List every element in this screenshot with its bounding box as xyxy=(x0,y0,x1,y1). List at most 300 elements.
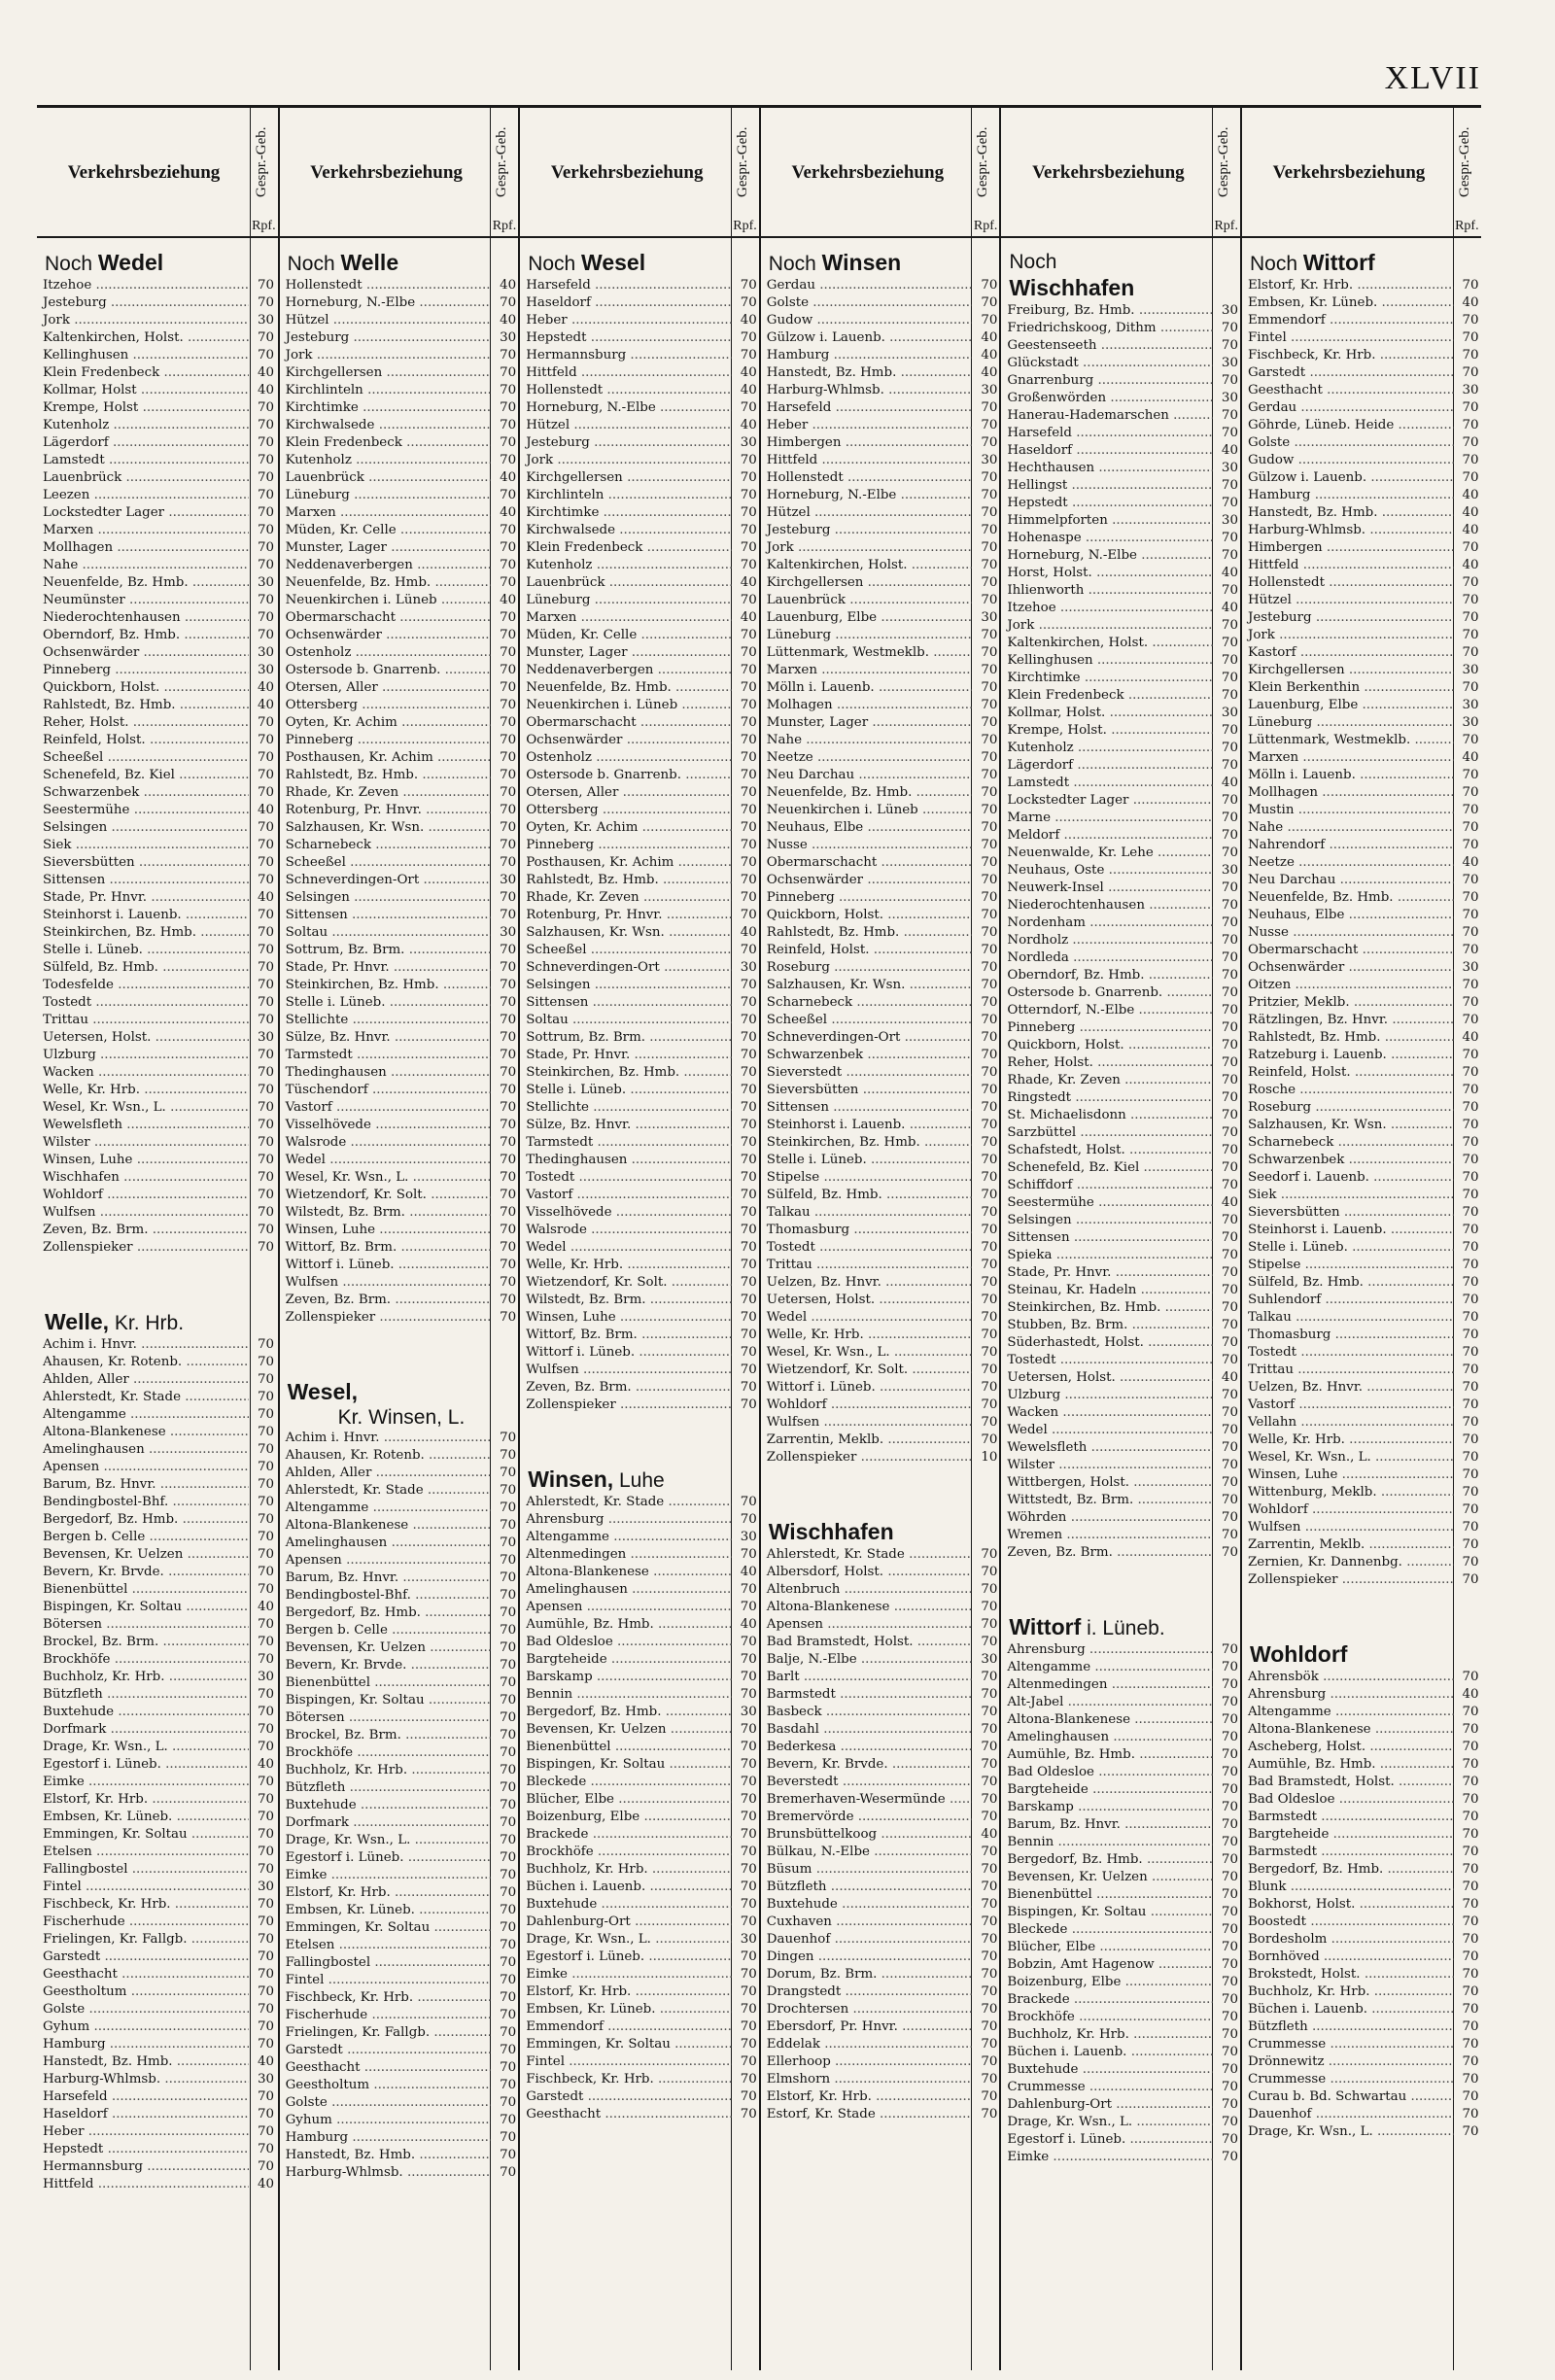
table-row xyxy=(1001,1089,1240,1107)
place-name: Bergedorf, Bz. Hmb. ..... xyxy=(1001,1851,1213,1869)
fee-value: 70 xyxy=(981,435,998,450)
section-title-line2: Kr. Winsen, L. xyxy=(337,1406,466,1429)
fee-value: 70 xyxy=(1221,548,1238,563)
table-row xyxy=(1001,1054,1240,1072)
place-name: Pinneberg ..... xyxy=(761,889,973,907)
fee-value: 70 xyxy=(981,628,998,642)
place-name: Barskamp ..... xyxy=(1001,1799,1213,1816)
place-name: Geesthacht ..... xyxy=(37,1966,249,1983)
table-row xyxy=(37,1931,278,1949)
place-name: Jesteburg ..... xyxy=(37,294,249,312)
table-row xyxy=(280,1257,519,1274)
place-name: Kellinghusen ..... xyxy=(1001,652,1213,670)
place-name: Hamburg ..... xyxy=(37,2036,249,2053)
fee-value: 70 xyxy=(1221,1423,1238,1437)
fee-value: 70 xyxy=(257,488,274,502)
section-title-name: Wischhafen xyxy=(1009,275,1135,300)
table-row xyxy=(761,924,1000,942)
fee-value: 70 xyxy=(981,2019,998,2034)
table-row xyxy=(1242,347,1481,364)
fee-value: 40 xyxy=(740,1617,757,1632)
table-row xyxy=(520,679,759,697)
table-row xyxy=(1001,425,1240,442)
place-name: Klein Berkenthin ..... xyxy=(1242,679,1454,697)
table-row xyxy=(1001,407,1240,425)
place-name: Soltau ..... xyxy=(280,924,492,942)
fee-value: 70 xyxy=(257,1118,274,1132)
table-row xyxy=(761,329,1000,347)
table-row xyxy=(1242,819,1481,837)
table-row xyxy=(37,1099,278,1117)
table-row xyxy=(520,627,759,644)
table-row xyxy=(1001,460,1240,477)
place-name: Schafstedt, Holst. ..... xyxy=(1001,1142,1213,1159)
section xyxy=(1001,250,1240,1562)
place-name: Munster, Lager ..... xyxy=(280,539,492,557)
place-name: Rosche ..... xyxy=(1242,1082,1454,1099)
fee-value: 70 xyxy=(740,1258,757,1272)
table-row xyxy=(520,277,759,294)
fee-value: 70 xyxy=(257,785,274,800)
fee-value: 70 xyxy=(257,628,274,642)
place-name: Horneburg, N.-Elbe ..... xyxy=(1001,547,1213,565)
section xyxy=(520,1420,759,2123)
fee-value: 70 xyxy=(1221,1940,1238,1954)
fee-value: 40 xyxy=(500,505,517,520)
place-name: Munster, Lager ..... xyxy=(761,714,973,732)
place-name: Neuenfelde, Bz. Hmb. ..... xyxy=(761,784,973,802)
place-name: Wittorf i. Lüneb. ..... xyxy=(280,1257,492,1274)
place-name: Ratzeburg i. Lauenb. ..... xyxy=(1242,1047,1454,1064)
place-name: Emmendorf ..... xyxy=(1242,312,1454,329)
place-name: St. Michaelisdonn ..... xyxy=(1001,1107,1213,1124)
fee-value: 70 xyxy=(1462,1555,1479,1569)
fee-value: 70 xyxy=(981,400,998,415)
table-row xyxy=(520,1949,759,1966)
place-name: Wittenburg, Meklb. ..... xyxy=(1242,1484,1454,1501)
fee-value: 70 xyxy=(740,1984,757,1999)
place-name: Bergedorf, Bz. Hmb. ..... xyxy=(520,1704,732,1721)
header-title: Verkehrsbeziehung xyxy=(1032,162,1185,183)
place-name: Uelzen, Bz. Hnvr. ..... xyxy=(1242,1379,1454,1397)
fee-value: 70 xyxy=(1462,628,1479,642)
fee-value: 70 xyxy=(500,1466,517,1480)
fee-value: 70 xyxy=(740,1775,757,1789)
table-row xyxy=(37,889,278,907)
table-row xyxy=(1001,1334,1240,1352)
header-rpf: Rpf. xyxy=(1455,219,1479,233)
place-name: Ringstedt ..... xyxy=(1001,1089,1213,1107)
place-name: Altengamme ..... xyxy=(280,1500,492,1517)
fee-value: 70 xyxy=(981,1013,998,1027)
fee-value: 70 xyxy=(1462,348,1479,362)
fee-value: 70 xyxy=(1462,785,1479,800)
place-name: Salzhausen, Kr. Wsn. ..... xyxy=(520,924,732,942)
table-row xyxy=(280,1239,519,1257)
place-name: Egestorf i. Lüneb. ..... xyxy=(280,1849,492,1867)
table-row xyxy=(280,522,519,539)
place-name: Apensen ..... xyxy=(520,1599,732,1616)
fee-value: 70 xyxy=(1462,1827,1479,1842)
fee-value: 70 xyxy=(1462,1984,1479,1999)
fee-value: 70 xyxy=(740,1722,757,1737)
table-row xyxy=(761,2036,1000,2053)
fee-value: 70 xyxy=(740,1635,757,1649)
place-name: Steinau, Kr. Hadeln ..... xyxy=(1001,1282,1213,1299)
table-row xyxy=(37,1222,278,1239)
place-name: Fischbeck, Kr. Hrb. ..... xyxy=(37,1896,249,1914)
fee-value: 70 xyxy=(981,680,998,695)
table-row xyxy=(1242,1669,1481,1686)
fee-value: 70 xyxy=(257,838,274,852)
table-row xyxy=(37,1966,278,1983)
fee-value: 70 xyxy=(740,908,757,922)
table-row xyxy=(280,1604,519,1622)
place-name: Wulfsen ..... xyxy=(761,1414,973,1431)
place-name: Zeven, Bz. Brm. ..... xyxy=(1001,1544,1213,1562)
table-row xyxy=(280,1012,519,1029)
table-row xyxy=(280,1204,519,1222)
table-row xyxy=(37,977,278,994)
fee-value: 70 xyxy=(257,1617,274,1632)
table-row xyxy=(1242,697,1481,714)
table-row xyxy=(761,1966,1000,1983)
place-name: Sülze, Bz. Hnvr. ..... xyxy=(520,1117,732,1134)
header-rpf: Rpf. xyxy=(492,219,517,233)
fee-value: 70 xyxy=(740,1030,757,1045)
place-name: Siek ..... xyxy=(37,837,249,854)
table-row xyxy=(1242,907,1481,924)
place-name: Oberndorf, Bz. Hmb. ..... xyxy=(37,627,249,644)
place-name: Gülzow i. Lauenb. ..... xyxy=(1242,469,1454,487)
place-name: Bokhorst, Holst. ..... xyxy=(1242,1896,1454,1914)
place-name: Klein Fredenbeck ..... xyxy=(1001,687,1213,705)
fee-value: 70 xyxy=(740,2002,757,2017)
place-name: Hollenstedt ..... xyxy=(280,277,492,294)
place-name: Ottersberg ..... xyxy=(520,802,732,819)
fee-value: 70 xyxy=(740,278,757,293)
fee-value: 70 xyxy=(1221,1800,1238,1814)
section-title xyxy=(1242,250,1481,277)
fee-value: 70 xyxy=(257,2002,274,2017)
place-name: Altenmedingen ..... xyxy=(1001,1676,1213,1694)
fee-value: 70 xyxy=(1221,1003,1238,1018)
fee-value: 40 xyxy=(1221,776,1238,790)
fee-value: 70 xyxy=(1462,680,1479,695)
fee-value: 70 xyxy=(740,873,757,887)
place-name: Fintel ..... xyxy=(37,1879,249,1896)
table-row xyxy=(37,1012,278,1029)
fee-value: 70 xyxy=(740,978,757,992)
place-name: Reher, Holst. ..... xyxy=(1001,1054,1213,1072)
place-name: Blücher, Elbe ..... xyxy=(1001,1939,1213,1956)
place-name: Bergen b. Celle ..... xyxy=(280,1622,492,1639)
table-row xyxy=(1001,320,1240,337)
fee-value: 70 xyxy=(1462,733,1479,747)
table-row xyxy=(1001,792,1240,810)
place-name: Ellerhoop ..... xyxy=(761,2053,973,2071)
table-row xyxy=(1001,1851,1240,1869)
fee-value: 70 xyxy=(740,1048,757,1062)
fee-value: 70 xyxy=(1221,898,1238,913)
place-name: Heber ..... xyxy=(761,417,973,434)
fee-value: 70 xyxy=(1462,2002,1479,2017)
fee-value: 70 xyxy=(981,575,998,590)
table-row xyxy=(761,802,1000,819)
place-name: Buchholz, Kr. Hrb. ..... xyxy=(280,1762,492,1779)
fee-value: 70 xyxy=(1462,1572,1479,1587)
fee-value: 30 xyxy=(981,610,998,625)
fee-value: 70 xyxy=(500,575,517,590)
fee-value: 30 xyxy=(257,575,274,590)
fee-value: 70 xyxy=(740,785,757,800)
place-name: Himmelpforten ..... xyxy=(1001,512,1213,530)
place-name: Jesteburg ..... xyxy=(1242,609,1454,627)
table-row xyxy=(37,364,278,382)
table-row xyxy=(37,1721,278,1739)
table-row xyxy=(1242,959,1481,977)
place-name: Sarzbüttel ..... xyxy=(1001,1124,1213,1142)
table-row xyxy=(1242,452,1481,469)
fee-value: 70 xyxy=(981,1258,998,1272)
column-body xyxy=(37,250,278,2370)
fee-value: 70 xyxy=(1462,768,1479,782)
place-name: Elstorf, Kr. Hrb. ..... xyxy=(280,1884,492,1902)
fee-value: 70 xyxy=(981,1310,998,1325)
table-row xyxy=(1001,495,1240,512)
fee-value: 30 xyxy=(1221,513,1238,528)
table-row xyxy=(37,644,278,662)
column-header xyxy=(1001,108,1240,238)
table-row xyxy=(1242,1721,1481,1739)
place-name: Sieverstedt ..... xyxy=(761,1064,973,1082)
table-row xyxy=(280,609,519,627)
table-row xyxy=(1001,302,1240,320)
table-row xyxy=(37,1546,278,1564)
table-row xyxy=(1001,2114,1240,2131)
fee-value: 70 xyxy=(1462,418,1479,432)
fee-value: 70 xyxy=(257,1967,274,1982)
table-row xyxy=(1001,1527,1240,1544)
table-row xyxy=(280,469,519,487)
table-row xyxy=(37,2106,278,2123)
fee-value: 70 xyxy=(740,1205,757,1220)
place-name: Altona-Blankenese ..... xyxy=(761,1599,973,1616)
fee-value: 70 xyxy=(740,820,757,835)
fee-value: 70 xyxy=(1221,1073,1238,1087)
table-row xyxy=(1242,574,1481,592)
place-name: Hanstedt, Bz. Hmb. ..... xyxy=(1242,504,1454,522)
table-row xyxy=(1001,1404,1240,1422)
place-name: Vellahn ..... xyxy=(1242,1414,1454,1431)
fee-value: 70 xyxy=(1221,2115,1238,2129)
place-name: Stipelse ..... xyxy=(1242,1257,1454,1274)
place-name: Walsrode ..... xyxy=(520,1222,732,1239)
table-row xyxy=(1242,732,1481,749)
fee-value: 70 xyxy=(500,1483,517,1498)
fee-value: 40 xyxy=(1221,601,1238,615)
table-row xyxy=(1242,1082,1481,1099)
table-row xyxy=(1242,2001,1481,2018)
fee-value: 70 xyxy=(257,925,274,940)
fee-value: 70 xyxy=(500,2113,517,2127)
table-row xyxy=(1001,914,1240,932)
place-name: Zollenspieker ..... xyxy=(761,1449,973,1466)
fee-value: 70 xyxy=(740,1652,757,1667)
place-name: Ottersberg ..... xyxy=(280,697,492,714)
fee-value: 70 xyxy=(1462,313,1479,328)
place-name: Amelinghausen ..... xyxy=(1001,1729,1213,1746)
place-name: Gudow ..... xyxy=(761,312,973,329)
fee-value: 70 xyxy=(1221,1870,1238,1884)
place-name: Obermarschacht ..... xyxy=(761,854,973,872)
fee-value: 70 xyxy=(740,2107,757,2121)
place-name: Sieversbütten ..... xyxy=(761,1082,973,1099)
place-name: Bevern, Kr. Brvde. ..... xyxy=(280,1657,492,1674)
place-name: Altengamme ..... xyxy=(520,1529,732,1546)
place-name: Kollmar, Holst ..... xyxy=(37,382,249,399)
place-name: Krempe, Holst. ..... xyxy=(1001,722,1213,740)
table-row xyxy=(1242,417,1481,434)
table-row xyxy=(280,1762,519,1779)
fee-value: 70 xyxy=(1221,1038,1238,1052)
place-name: Hittfeld ..... xyxy=(37,2176,249,2193)
table-row xyxy=(1001,1159,1240,1177)
fee-value: 40 xyxy=(981,365,998,380)
place-name: Haseldorf ..... xyxy=(37,2106,249,2123)
place-name: Gyhum ..... xyxy=(280,2112,492,2129)
place-name: Bremerhaven-Wesermünde ..... xyxy=(761,1791,973,1809)
fee-value: 70 xyxy=(1221,1143,1238,1157)
table-row xyxy=(37,1406,278,1424)
fee-value: 70 xyxy=(981,890,998,905)
fee-value: 70 xyxy=(500,2025,517,2040)
header-title: Verkehrsbeziehung xyxy=(1272,162,1426,183)
place-name: Welle, Kr. Hrb. ..... xyxy=(1242,1431,1454,1449)
fee-value: 40 xyxy=(1462,1687,1479,1702)
table-row xyxy=(280,1152,519,1169)
place-name: Wewelsfleth ..... xyxy=(37,1117,249,1134)
fee-value: 70 xyxy=(740,1582,757,1597)
table-row xyxy=(280,1465,519,1482)
fee-value: 70 xyxy=(257,1372,274,1387)
table-row xyxy=(1242,1519,1481,1536)
table-row xyxy=(280,312,519,329)
table-row xyxy=(761,434,1000,452)
table-row xyxy=(520,924,759,942)
fee-value: 30 xyxy=(740,1932,757,1947)
table-row xyxy=(280,1779,519,1797)
place-name: Nahe ..... xyxy=(37,557,249,574)
fee-value: 30 xyxy=(1462,960,1479,975)
fee-value: 70 xyxy=(500,1868,517,1882)
place-name: Scharnebeck ..... xyxy=(280,837,492,854)
place-name: Fischbeck, Kr. Hrb. ..... xyxy=(1242,347,1454,364)
table-row xyxy=(761,364,1000,382)
table-row xyxy=(520,1564,759,1581)
table-row xyxy=(37,469,278,487)
header-title: Verkehrsbeziehung xyxy=(550,162,704,183)
place-name: Eddelak ..... xyxy=(761,2036,973,2053)
fee-value: 70 xyxy=(1221,1782,1238,1797)
table-row xyxy=(520,1362,759,1379)
fee-value: 70 xyxy=(1462,803,1479,817)
fee-value: 30 xyxy=(981,383,998,397)
table-row xyxy=(1242,2123,1481,2141)
place-name: Wittorf, Bz. Brm. ..... xyxy=(280,1239,492,1257)
fee-value: 70 xyxy=(1221,408,1238,423)
table-row xyxy=(280,907,519,924)
table-row xyxy=(37,294,278,312)
table-row xyxy=(280,1047,519,1064)
place-name: Bevensen, Kr. Uelzen ..... xyxy=(520,1721,732,1739)
fee-value: 70 xyxy=(257,470,274,485)
fee-value: 70 xyxy=(500,2165,517,2180)
table-row xyxy=(520,1879,759,1896)
fee-value: 70 xyxy=(500,1815,517,1830)
table-row xyxy=(1001,967,1240,984)
place-name: Haseldorf ..... xyxy=(1001,442,1213,460)
place-name: Welle, Kr. Hrb. ..... xyxy=(761,1327,973,1344)
place-name: Barum, Bz. Hnvr. ..... xyxy=(1001,1816,1213,1834)
fee-value: 70 xyxy=(257,1512,274,1527)
fee-value: 70 xyxy=(500,855,517,870)
place-name: Ahlerstedt, Kr. Stade ..... xyxy=(761,1546,973,1564)
table-row xyxy=(761,854,1000,872)
table-row xyxy=(761,1581,1000,1599)
table-row xyxy=(37,1371,278,1389)
fee-value: 70 xyxy=(981,278,998,293)
fee-value: 70 xyxy=(1221,1160,1238,1175)
place-name: Wittbergen, Holst. ..... xyxy=(1001,1474,1213,1492)
fee-value: 70 xyxy=(1462,2124,1479,2139)
fee-value: 70 xyxy=(1221,1992,1238,2007)
place-name: Leezen ..... xyxy=(37,487,249,504)
place-name: Drangstedt ..... xyxy=(761,1983,973,2001)
table-row xyxy=(520,1844,759,1861)
place-name: Wöhrden ..... xyxy=(1001,1509,1213,1527)
table-row xyxy=(520,644,759,662)
fee-value: 70 xyxy=(981,1914,998,1929)
place-name: Tarmstedt ..... xyxy=(280,1047,492,1064)
place-name: Bevensen, Kr. Uelzen ..... xyxy=(37,1546,249,1564)
table-row xyxy=(1001,1659,1240,1676)
fee-value: 40 xyxy=(740,610,757,625)
section-gap xyxy=(520,1420,759,1466)
fee-value: 70 xyxy=(500,838,517,852)
place-name: Bremervörde ..... xyxy=(761,1809,973,1826)
table-row xyxy=(761,592,1000,609)
fee-value: 70 xyxy=(500,1135,517,1150)
place-name: Neddenaverbergen ..... xyxy=(280,557,492,574)
place-name: Drage, Kr. Wsn., L. ..... xyxy=(1242,2123,1454,2141)
fee-value: 70 xyxy=(981,820,998,835)
table-row xyxy=(761,1774,1000,1791)
fee-value: 70 xyxy=(1221,1835,1238,1849)
fee-value: 70 xyxy=(500,733,517,747)
place-name: Lüttenmark, Westmeklb. ..... xyxy=(1242,732,1454,749)
header-title: Verkehrsbeziehung xyxy=(310,162,463,183)
table-row xyxy=(1242,2088,1481,2106)
table-row xyxy=(761,697,1000,714)
table-row xyxy=(1001,880,1240,897)
table-row xyxy=(280,1884,519,1902)
place-name: Himbergen ..... xyxy=(1242,539,1454,557)
place-name: Neuenkirchen i. Lüneb ..... xyxy=(761,802,973,819)
table-row xyxy=(761,1204,1000,1222)
place-name: Sieversbütten ..... xyxy=(37,854,249,872)
fee-value: 70 xyxy=(740,1397,757,1412)
